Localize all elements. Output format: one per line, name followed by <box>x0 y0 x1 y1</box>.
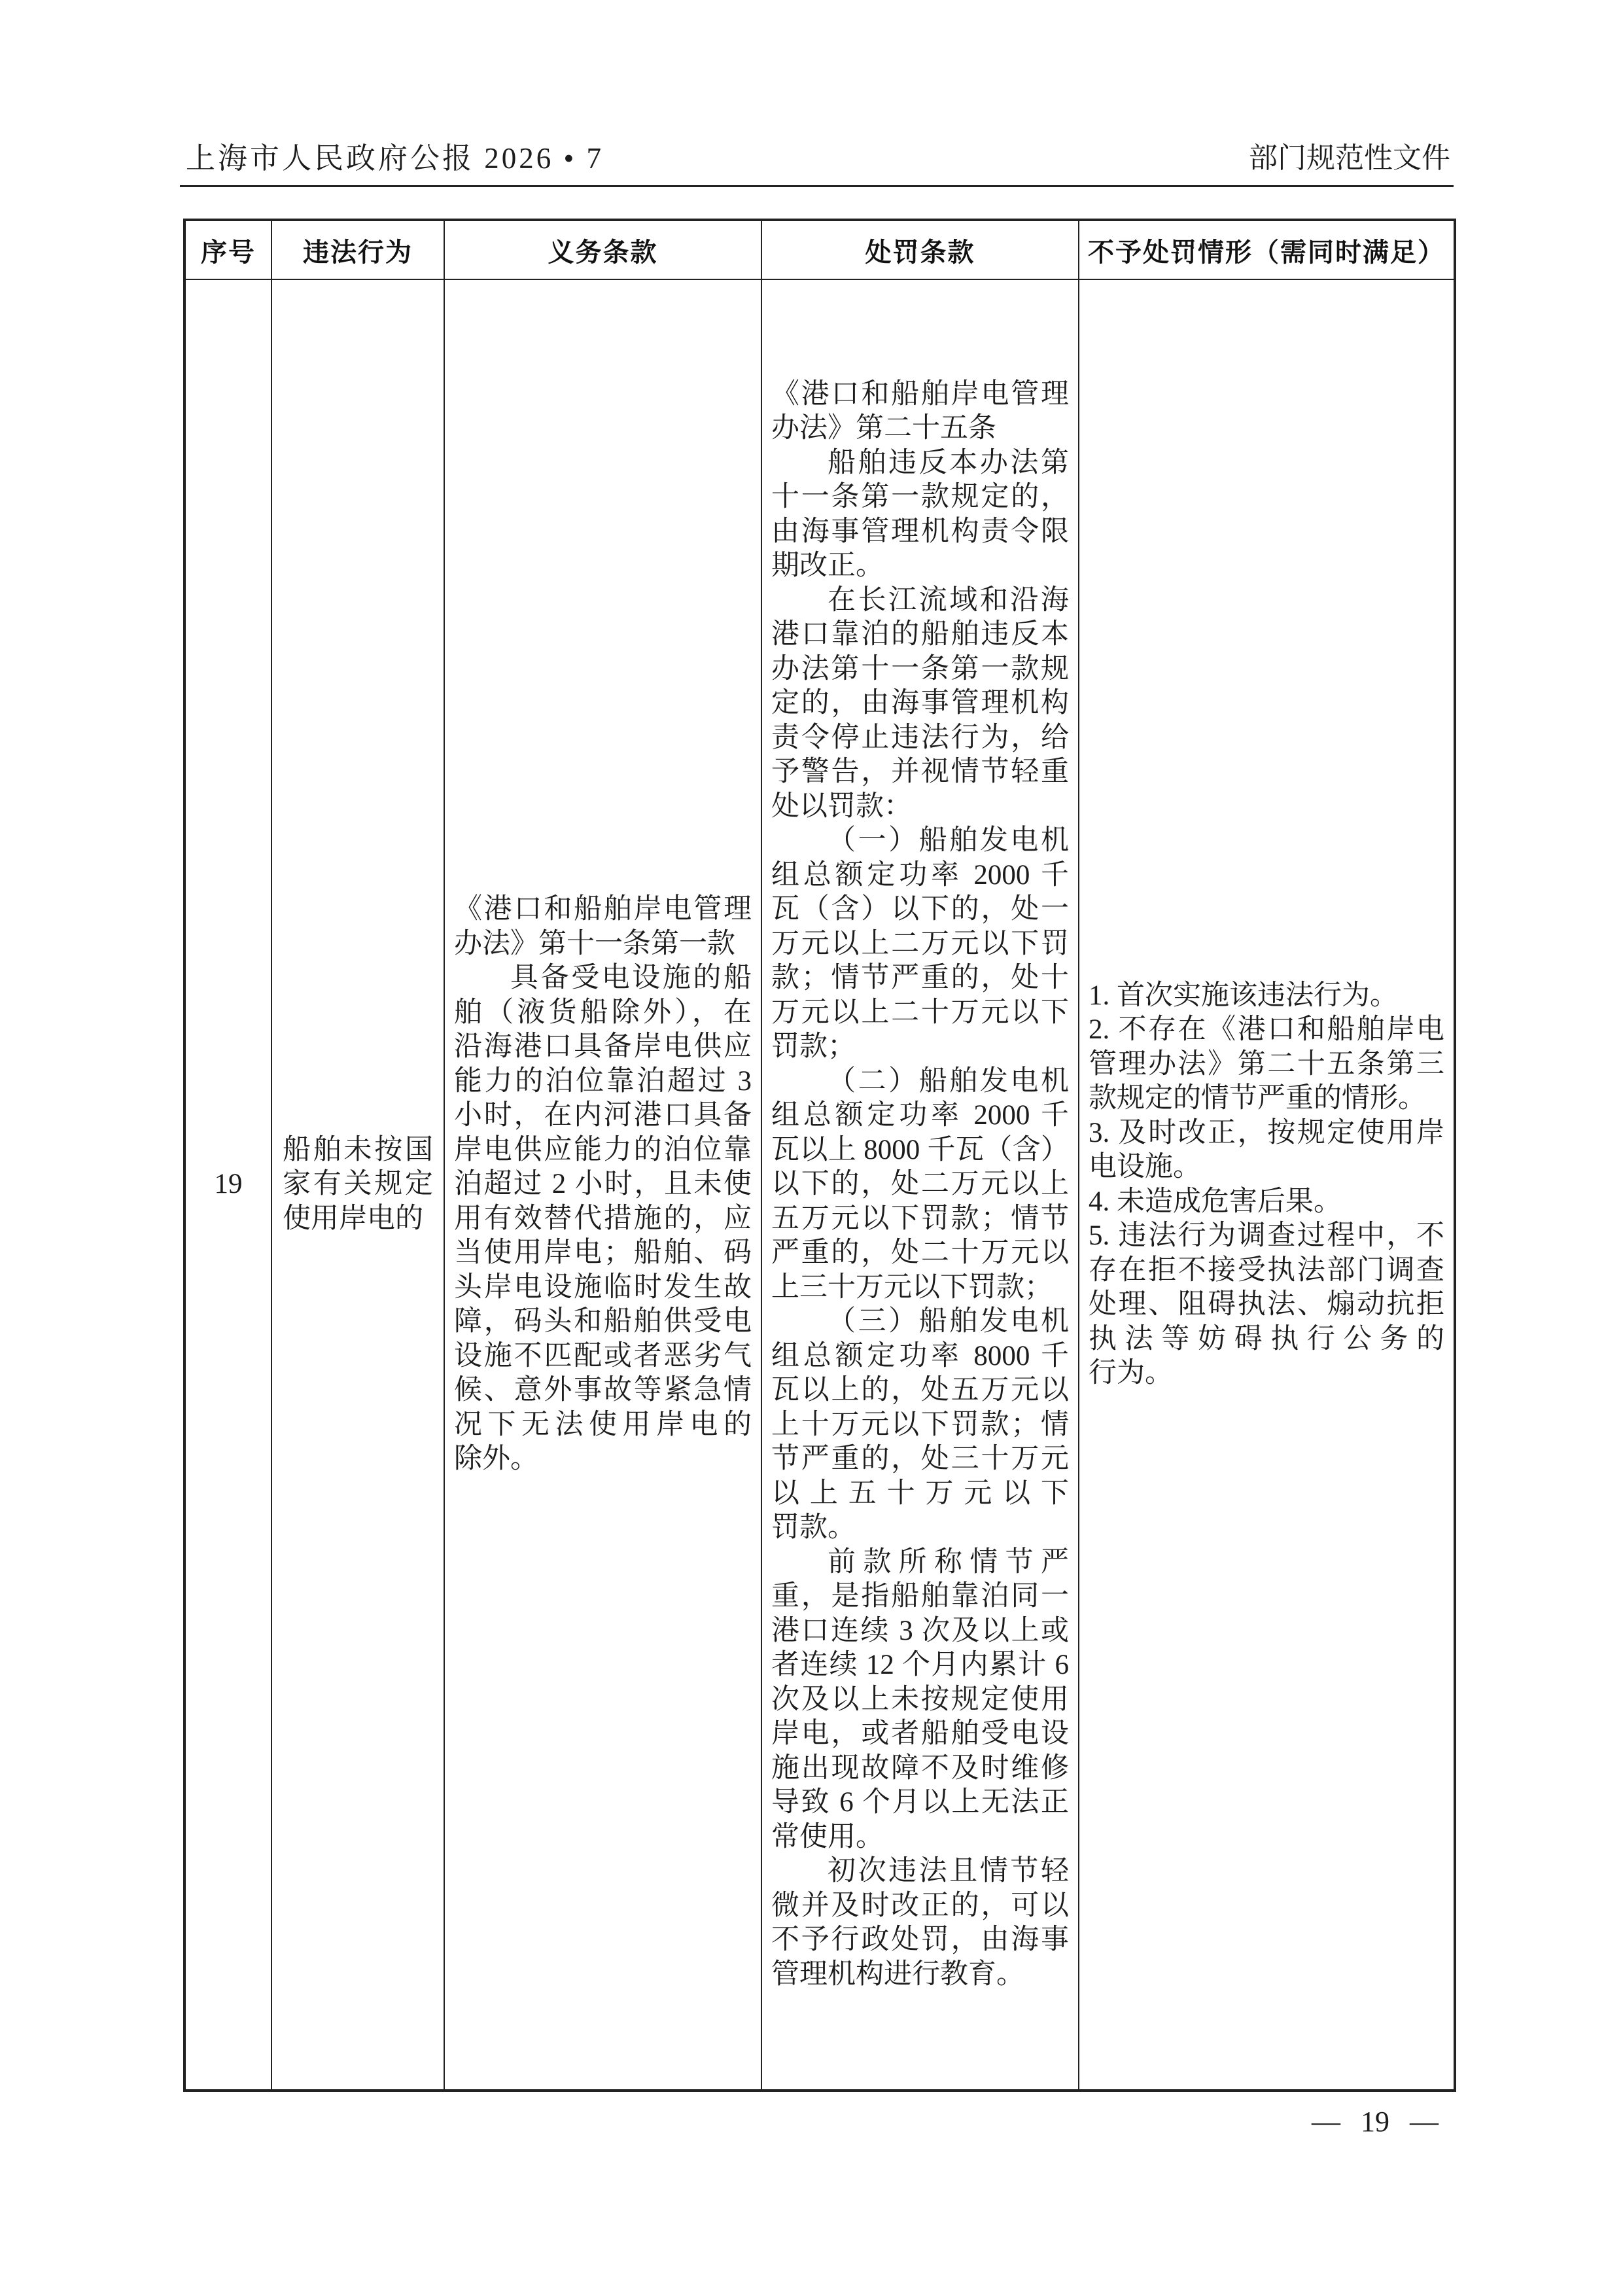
penalty-paragraph-line: 责令停止违法行为，给 <box>771 722 1069 753</box>
obligation-paragraph-line: 舶（液货船除外），在 <box>454 997 752 1028</box>
penalty-paragraph-line: 十一条第一款规定的， <box>771 482 1069 513</box>
cell-number: 19 <box>184 279 271 2091</box>
obligation-paragraph-line: 当使用岸电；船舶、码 <box>454 1237 752 1269</box>
penalty-paragraph-line: 由海事管理机构责令限 <box>771 516 1069 547</box>
penalty-paragraph-line: 上三十万元以下罚款； <box>771 1271 1053 1303</box>
penalty-paragraph-line: 罚款； <box>771 1031 856 1063</box>
penalty-paragraph-line: （二）船舶发电机 <box>828 1065 1069 1097</box>
penalty-paragraph-line: 严重的，处二十万元以 <box>771 1237 1069 1269</box>
exemption-condition-line: 2. 不存在《港口和船舶岸电 <box>1089 1014 1444 1045</box>
penalty-citation <box>771 378 1069 446</box>
penalty-paragraph-line: 常使用。 <box>771 1821 884 1852</box>
penalty-paragraph-line: 导致 6 个月以上无法正 <box>771 1787 1069 1818</box>
obligation-paragraph-line: 头岸电设施临时发生故 <box>454 1271 752 1303</box>
penalty-paragraph-line: 以下的，处二万元以上 <box>771 1169 1069 1200</box>
page-number: — 19 — <box>1312 2106 1439 2138</box>
penalty-paragraph-line: 不予行政处罚，由海事 <box>771 1924 1069 1956</box>
penalty-paragraph-line: 在长江流域和沿海 <box>828 584 1069 616</box>
exemption-condition-line: 4. 未造成危害后果。 <box>1089 1186 1342 1217</box>
exemption-condition-line: 存在拒不接受执法部门调查 <box>1089 1254 1444 1286</box>
obligation-paragraph-line: 岸电供应能力的泊位靠 <box>454 1134 752 1165</box>
penalty-paragraph-line: 上十万元以下罚款；情 <box>771 1409 1069 1440</box>
violation-line: 船舶未按国 <box>283 1134 433 1165</box>
penalty-paragraph-line: 五万元以下罚款；情节 <box>771 1203 1069 1234</box>
penalty-paragraph-line: 前款所称情节严 <box>828 1546 1069 1578</box>
penalty-citation-line: 办法》第二十五条 <box>771 413 996 444</box>
penalty-paragraph <box>771 824 1069 1065</box>
penalty-paragraph-line: 初次违法且情节轻 <box>828 1856 1069 1887</box>
penalty-paragraph-line: （三）船舶发电机 <box>828 1306 1069 1337</box>
exemption-condition-line: 行为。 <box>1089 1358 1173 1388</box>
exemption-condition-line: 5. 违法行为调查过程中，不 <box>1089 1220 1444 1251</box>
penalty-paragraph <box>771 1545 1069 1855</box>
column-header-number: 序号 <box>184 220 271 279</box>
penalty-paragraph-line: 者连续 12 个月内累计 6 <box>771 1650 1069 1681</box>
cell-violation <box>271 279 444 2091</box>
section-title: 部门规范性文件 <box>1249 142 1450 174</box>
column-header-violation: 违法行为 <box>271 220 444 279</box>
cell-exemption <box>1079 279 1455 2091</box>
penalty-paragraph-line: 万元以上二万元以下罚 <box>771 928 1069 959</box>
obligation-paragraph-line: 具备受电设施的船 <box>510 963 752 994</box>
exemption-condition-line: 款规定的情节严重的情形。 <box>1089 1083 1426 1114</box>
penalty-paragraph-line: 船舶违反本办法第 <box>828 447 1069 478</box>
penalty-paragraph-line: 次及以上未按规定使用 <box>771 1684 1069 1715</box>
penalty-paragraph-line: 港口靠泊的船舶违反本 <box>771 619 1069 650</box>
penalty-paragraph <box>771 584 1069 824</box>
violation-line: 使用岸电的 <box>283 1203 423 1234</box>
obligation-paragraph-line: 除外。 <box>454 1443 538 1475</box>
obligation-citation-line: 《港口和船舶岸电管理 <box>454 894 752 925</box>
column-header-penalty: 处罚条款 <box>761 220 1079 279</box>
penalty-paragraph-line: 期改正。 <box>771 550 884 582</box>
penalty-paragraph <box>771 1854 1069 1992</box>
penalty-paragraph-line: 管理机构进行教育。 <box>771 1958 1024 1990</box>
exemption-condition-line: 处理、阻碍执法、煽动抗拒 <box>1089 1289 1444 1320</box>
header-divider <box>180 185 1454 187</box>
penalty-paragraph-line: 瓦（含）以下的，处一 <box>771 894 1069 925</box>
exemption-condition <box>1089 979 1444 1014</box>
obligation-paragraph-line: 设施不匹配或者恶劣气 <box>454 1340 752 1371</box>
exemption-condition-line: 1. 首次实施该违法行为。 <box>1089 980 1398 1011</box>
penalty-paragraph-line: 施出现故障不及时维修 <box>771 1752 1069 1784</box>
exemption-condition <box>1089 1219 1444 1391</box>
penalty-paragraph-line: 款；情节严重的，处十 <box>771 963 1069 994</box>
penalty-paragraph-line: 罚款。 <box>771 1512 856 1544</box>
gazette-title: 上海市人民政府公报 2026 • 7 <box>186 142 604 175</box>
penalty-paragraph-line: 瓦以上的，处五万元以 <box>771 1375 1069 1406</box>
obligation-paragraph-line: 候、意外事故等紧急情 <box>454 1375 752 1406</box>
penalty-paragraph-line: 微并及时改正的，可以 <box>771 1890 1069 1921</box>
penalty-paragraph <box>771 446 1069 584</box>
cell-penalty <box>761 279 1079 2091</box>
table-row <box>184 279 1455 2091</box>
obligation-paragraph-line: 况下无法使用岸电的 <box>454 1409 752 1440</box>
penalty-paragraph-line: 瓦以上 8000 千瓦（含） <box>771 1134 1069 1165</box>
penalty-paragraph-line: 以上五十万元以下 <box>771 1477 1069 1509</box>
exemption-condition <box>1089 1185 1444 1220</box>
obligation-citation <box>454 892 752 961</box>
column-header-exemption: 不予处罚情形（需同时满足） <box>1079 220 1455 279</box>
obligation-paragraph-line: 障，码头和船舶供受电 <box>454 1306 752 1337</box>
penalty-paragraph <box>771 1305 1069 1545</box>
obligation-paragraph-line: 沿海港口具备岸电供应 <box>454 1031 752 1063</box>
penalty-paragraph-line: 办法第十一条第一款规 <box>771 653 1069 684</box>
violation-line: 家有关规定 <box>283 1169 433 1200</box>
exemption-condition-line: 3. 及时改正，按规定使用岸 <box>1089 1117 1444 1148</box>
penalty-paragraph-line: 岸电，或者船舶受电设 <box>771 1718 1069 1750</box>
penalty-paragraph-line: 重，是指船舶靠泊同一 <box>771 1581 1069 1612</box>
penalty-paragraph-line: 节严重的，处三十万元 <box>771 1443 1069 1475</box>
exemption-condition <box>1089 1116 1444 1185</box>
obligation-paragraph-line: 泊超过 2 小时，且未使 <box>454 1169 752 1200</box>
cell-obligation <box>444 279 761 2091</box>
exemption-condition-line: 管理办法》第二十五条第三 <box>1089 1048 1444 1080</box>
obligation-paragraph-line: 能力的泊位靠泊超过 3 <box>454 1065 752 1097</box>
penalty-paragraph-line: 港口连续 3 次及以上或 <box>771 1615 1069 1646</box>
obligation-paragraph-line: 小时，在内河港口具备 <box>454 1100 752 1131</box>
penalty-paragraph-line: 组总额定功率 2000 千 <box>771 1100 1069 1131</box>
penalty-paragraph-line: （一）船舶发电机 <box>828 825 1069 857</box>
obligation-paragraph <box>454 961 752 1477</box>
column-header-obligation: 义务条款 <box>444 220 761 279</box>
obligation-citation-line: 办法》第十一条第一款 <box>454 928 735 959</box>
penalty-citation-line: 《港口和船舶岸电管理 <box>771 378 1069 410</box>
penalty-paragraph-line: 组总额定功率 8000 千 <box>771 1340 1069 1371</box>
exemption-condition <box>1089 1013 1444 1116</box>
exemption-condition-line: 电设施。 <box>1089 1152 1201 1182</box>
regulation-table <box>183 219 1456 2092</box>
penalty-paragraph-line: 定的，由海事管理机构 <box>771 688 1069 719</box>
table-header-row <box>184 220 1455 279</box>
penalty-paragraph <box>771 1065 1069 1305</box>
penalty-paragraph-line: 组总额定功率 2000 千 <box>771 859 1069 891</box>
exemption-condition-line: 执法等妨碍执行公务的 <box>1089 1323 1444 1354</box>
penalty-paragraph-line: 万元以上二十万元以下 <box>771 997 1069 1028</box>
penalty-paragraph-line: 处以罚款： <box>771 790 912 822</box>
penalty-paragraph-line: 予警告，并视情节轻重 <box>771 756 1069 788</box>
obligation-paragraph-line: 用有效替代措施的，应 <box>454 1203 752 1234</box>
